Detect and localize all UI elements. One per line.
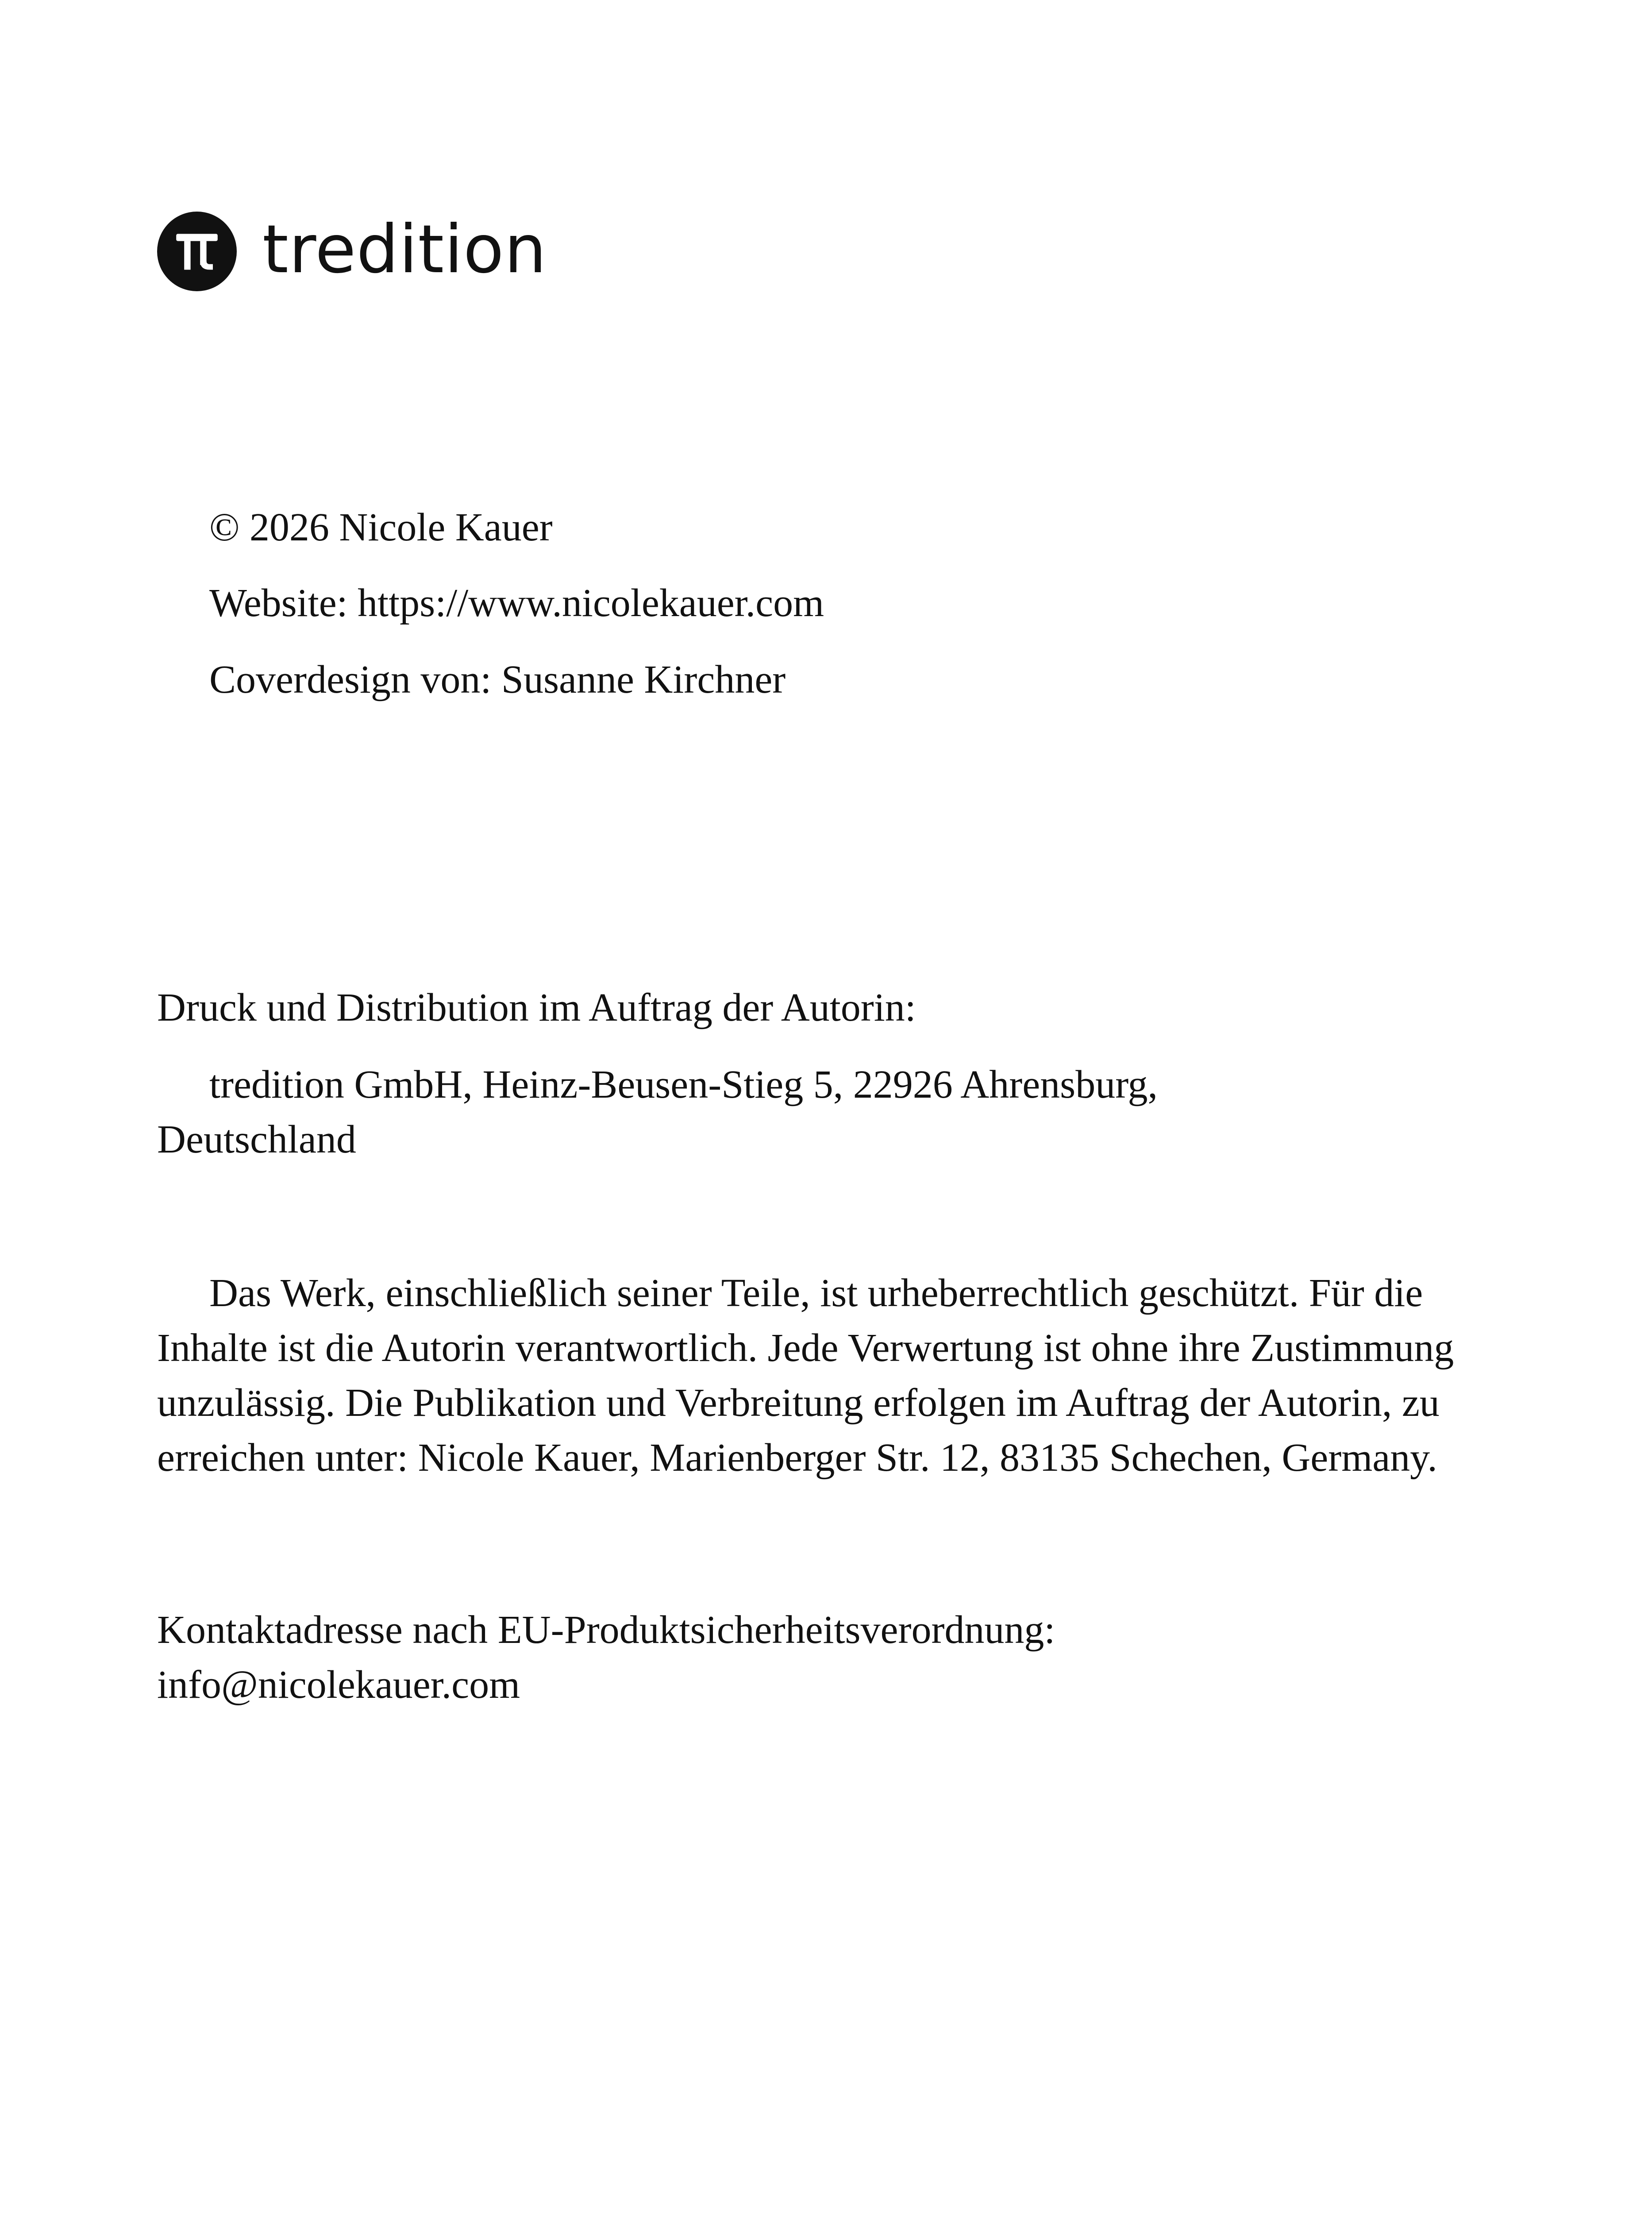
print-distribution-heading: Druck und Distribution im Auftrag der Autorin: [157,986,916,1029]
legal-notice-text: Das Werk, einschließlich seiner Teile, ist urheberrechtlich geschützt. Für die Inhalte ist die Autorin verantwortlich. Jede Verwertung ist ohne ihre Zustimmung unzulässig. Die Publikation und Verbreitung erfolgen im Auftrag der Autorin, zu erreichen unter: Nicole Kauer, Marienberger Str. 12, 83135 Schechen, Germany. [157,1271,1454,1480]
legal-notice [157,1266,1463,1485]
tredition-logo-icon [157,212,237,291]
copyright-line: © 2026 Nicole Kauer [209,505,553,549]
publisher-logo [157,212,547,291]
logo-text: tredition [262,211,547,288]
website-line: Website: https://www.nicolekauer.com [209,581,824,625]
contact-heading: Kontaktadresse nach EU-Produktsicherheitsverordnung: [157,1608,1055,1652]
contact-email: info@nicolekauer.com [157,1663,520,1707]
publisher-address-line1: tredition GmbH, Heinz-Beusen-Stieg 5, 22926 Ahrensburg, [209,1063,1158,1106]
cover-design-line: Coverdesign von: Susanne Kirchner [209,658,786,702]
publisher-address-line2: Deutschland [157,1118,356,1161]
